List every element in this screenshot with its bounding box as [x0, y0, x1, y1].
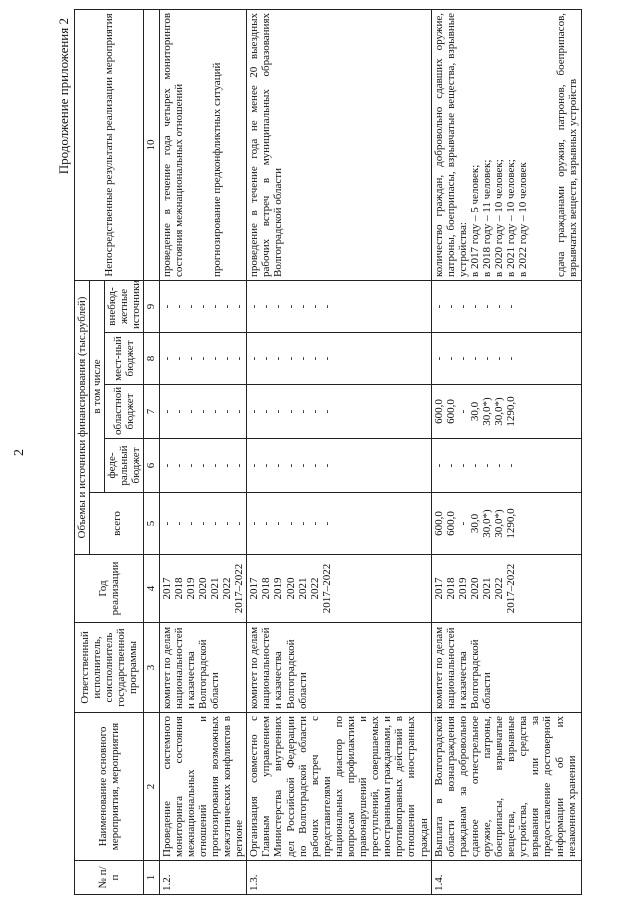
col-number: 8: [144, 333, 159, 385]
value-line: -: [233, 409, 246, 414]
value-line: 2019: [456, 577, 469, 600]
value-line: -: [221, 463, 234, 468]
header-local: мест-ный бюджет: [105, 333, 144, 385]
value-line: 600,0: [444, 511, 457, 536]
value-line: 2019: [184, 577, 197, 600]
value-line: 2017–2022: [233, 563, 246, 614]
value-line: -: [284, 521, 297, 526]
header-year: Год реализации: [75, 555, 144, 623]
responsible-executor: комитет по делам национальностей и казачества Волгоградской области: [159, 623, 247, 713]
value-line: 30,0: [468, 401, 481, 422]
value-line: 30,0*): [493, 397, 506, 426]
value-line: 2020: [284, 577, 297, 600]
result-cell: [431, 9, 581, 280]
responsible-executor: комитет по делам национальностей и казачества Волгоградской области: [247, 623, 431, 713]
value-line: -: [308, 304, 321, 309]
value-line: -: [260, 356, 273, 361]
value-line: -: [260, 521, 273, 526]
value-line: -: [493, 356, 506, 361]
value-line: -: [284, 409, 297, 414]
result-text: проведение в течение года четырех мониторингов состояния межнациональных отношений: [160, 12, 185, 277]
value-line: -: [184, 304, 197, 309]
value-line: 2022: [221, 577, 234, 600]
value-line: -: [296, 521, 309, 526]
result-list-item: в 2020 году – 10 человек;: [493, 159, 506, 277]
value-line: -: [308, 463, 321, 468]
value-line: -: [308, 409, 321, 414]
year-list: [431, 555, 581, 623]
value-line: 30,0*): [481, 509, 493, 538]
value-line: -: [233, 463, 246, 468]
value-line: 30,0: [468, 513, 481, 534]
value-line: -: [160, 409, 173, 414]
value-line: -: [248, 463, 261, 468]
value-line: -: [248, 304, 261, 309]
value-line: 600,0: [432, 511, 445, 536]
value-line: -: [444, 463, 457, 468]
value-line: -: [296, 409, 309, 414]
value-line: -: [432, 304, 445, 309]
value-line: -: [221, 409, 234, 414]
value-line: -: [196, 521, 209, 526]
col-number: 4: [144, 555, 159, 623]
value-line: 30,0*): [481, 397, 493, 426]
measures-table: [74, 9, 582, 895]
spacer: [529, 13, 555, 277]
col-number: 10: [144, 9, 159, 280]
measure-name: Выплата в Волгоградской области вознаграждения гражданам за добровольно сданное огнестрельное оружие, патроны, боеприпасы, взрывчатые вещества, взрывные устройства, средства взрывания или за предоставление достоверной информации об их незаконном хранении: [431, 713, 581, 861]
row-number: 1.2.: [159, 861, 247, 895]
header-num: № п/п: [75, 861, 144, 895]
value-line: 2018: [260, 577, 273, 600]
result-list-item: в 2021 году – 10 человек;: [505, 159, 518, 277]
regional-list: [247, 385, 431, 439]
value-line: -: [184, 356, 197, 361]
table-row: [159, 9, 247, 894]
result-text: прогнозирование предконфликтных ситуаций: [210, 62, 223, 277]
value-line: -: [468, 304, 481, 309]
result-cell: [159, 9, 247, 280]
value-line: 2017–2022: [320, 563, 333, 614]
col-number: 5: [144, 493, 159, 555]
value-line: 2021: [208, 577, 221, 600]
value-line: 2017–2022: [505, 563, 518, 614]
value-line: -: [272, 409, 285, 414]
col-number: 2: [144, 713, 159, 861]
result-list: [469, 13, 529, 277]
value-line: 600,0: [444, 399, 457, 424]
table-row: [247, 9, 431, 894]
value-line: 2022: [493, 577, 506, 600]
value-line: -: [208, 521, 221, 526]
value-line: 2018: [444, 577, 457, 600]
value-line: -: [160, 521, 173, 526]
value-line: -: [493, 463, 506, 468]
value-line: -: [432, 463, 445, 468]
value-line: -: [196, 463, 209, 468]
value-line: -: [505, 463, 518, 468]
header-regional: областной бюджет: [105, 385, 144, 439]
value-line: -: [505, 356, 518, 361]
value-line: -: [308, 356, 321, 361]
extrabudget-list: [431, 280, 581, 332]
value-line: -: [260, 463, 273, 468]
value-line: 2017: [248, 577, 261, 600]
value-line: -: [505, 304, 518, 309]
value-line: -: [221, 521, 234, 526]
appendix-caption: Продолжение приложения 2: [56, 18, 71, 175]
value-line: -: [196, 356, 209, 361]
value-line: -: [221, 356, 234, 361]
responsible-executor: комитет по делам национальностей и казачества Волгоградской области: [431, 623, 581, 713]
measure-name: Проведение системного мониторинга состояния межнациональных отношений и прогнозирования возможных межэтнических конфликтов в регионе: [159, 713, 247, 861]
total-list: [431, 493, 581, 555]
local-list: [159, 333, 247, 385]
value-line: -: [296, 304, 309, 309]
value-line: -: [160, 356, 173, 361]
value-line: 2018: [172, 577, 185, 600]
value-line: 2021: [481, 577, 493, 600]
value-line: -: [208, 463, 221, 468]
value-line: -: [248, 409, 261, 414]
value-line: 600,0: [432, 399, 445, 424]
value-line: -: [432, 356, 445, 361]
col-number: 3: [144, 623, 159, 713]
value-line: 2020: [468, 577, 481, 600]
value-line: -: [233, 356, 246, 361]
result-text: количество граждан, добровольно сдавших оружие, патроны, боеприпасы, взрывчатые вещества, взрывные устройства:: [432, 12, 469, 277]
value-line: -: [172, 521, 185, 526]
header-total: всего: [90, 493, 144, 555]
total-list: [247, 493, 431, 555]
header-federal: феде-ральный бюджет: [105, 439, 144, 493]
value-line: -: [320, 521, 333, 526]
local-list: [431, 333, 581, 385]
value-line: 2020: [196, 577, 209, 600]
regional-list: [159, 385, 247, 439]
extrabudget-list: [159, 280, 247, 332]
federal-list: [159, 439, 247, 493]
extrabudget-list: [247, 280, 431, 332]
value-line: -: [444, 304, 457, 309]
result-list-item: в 2018 году – 11 человек;: [481, 159, 493, 277]
value-line: -: [233, 521, 246, 526]
col-number: 1: [144, 861, 159, 895]
value-line: 1290,0: [505, 396, 518, 427]
value-line: -: [248, 356, 261, 361]
year-list: [247, 555, 431, 623]
value-line: -: [493, 304, 506, 309]
federal-list: [247, 439, 431, 493]
value-line: -: [284, 463, 297, 468]
col-number: 6: [144, 439, 159, 493]
value-line: -: [456, 521, 469, 526]
value-line: -: [320, 463, 333, 468]
value-line: -: [184, 409, 197, 414]
value-line: -: [320, 356, 333, 361]
row-number: 1.4.: [431, 861, 581, 895]
value-line: -: [456, 463, 469, 468]
value-line: -: [260, 409, 273, 414]
regional-list: [431, 385, 581, 439]
value-line: 2017: [160, 577, 173, 600]
value-line: 2019: [272, 577, 285, 600]
measure-name: Организация совместно с Главным управлением Министерства внутренних дел Российской Федерации по Волгоградской области рабочих встреч с представителями национальных диаспор по вопросам профилактики правонарушений и преступлений, совершаемых иностранными гражданами, и противоправных действий в отношении иностранных граждан: [247, 713, 431, 861]
value-line: -: [481, 463, 493, 468]
result-cell: [247, 9, 431, 280]
value-line: -: [196, 409, 209, 414]
header-extrabudget: внебюд-жетные источники: [105, 280, 144, 332]
column-numbers-row: [144, 9, 159, 894]
value-line: 1290,0: [505, 508, 518, 539]
value-line: -: [296, 463, 309, 468]
value-line: -: [272, 356, 285, 361]
year-list: [159, 555, 247, 623]
value-line: -: [221, 304, 234, 309]
header-volume: Объемы и источники финансирования (тыс.рублей): [75, 280, 90, 554]
table-row: [431, 9, 581, 894]
row-number: 1.3.: [247, 861, 431, 895]
value-line: -: [196, 304, 209, 309]
local-list: [247, 333, 431, 385]
result-text: сдача гражданами оружия, патронов, боеприпасов, взрывчатых веществ, взрывных устройств: [555, 12, 580, 277]
value-line: -: [272, 521, 285, 526]
result-list-item: в 2022 году – 10 человек: [517, 162, 530, 277]
value-line: -: [456, 304, 469, 309]
value-line: -: [320, 304, 333, 309]
value-line: -: [284, 356, 297, 361]
value-line: -: [248, 521, 261, 526]
federal-list: [431, 439, 581, 493]
value-line: -: [296, 356, 309, 361]
value-line: 2017: [432, 577, 445, 600]
value-line: -: [172, 304, 185, 309]
value-line: 30,0*): [493, 509, 506, 538]
header-name: Наименование основного мероприятия, мероприятия: [75, 713, 144, 861]
col-number: 9: [144, 280, 159, 332]
value-line: 2022: [308, 577, 321, 600]
value-line: -: [284, 304, 297, 309]
value-line: -: [444, 356, 457, 361]
value-line: -: [172, 463, 185, 468]
value-line: -: [160, 304, 173, 309]
value-line: -: [456, 409, 469, 414]
value-line: -: [272, 304, 285, 309]
value-line: -: [184, 521, 197, 526]
value-line: -: [208, 304, 221, 309]
value-line: -: [468, 463, 481, 468]
value-line: -: [184, 463, 197, 468]
value-line: -: [468, 356, 481, 361]
value-line: -: [260, 304, 273, 309]
col-number: 7: [144, 385, 159, 439]
value-line: -: [172, 356, 185, 361]
header-result: Непосредственные результаты реализации мероприятия: [75, 9, 144, 280]
value-line: -: [272, 463, 285, 468]
table-body: [159, 9, 581, 894]
page-number: 2: [12, 449, 27, 456]
spacer: [185, 13, 211, 277]
value-line: -: [308, 521, 321, 526]
header-including: в том числе: [90, 280, 105, 492]
result-text: проведение в течение года не менее 20 выездных рабочих встреч в муниципальных образованиях Волгоградской области: [248, 12, 285, 277]
value-line: -: [160, 463, 173, 468]
value-line: -: [456, 356, 469, 361]
value-line: -: [233, 304, 246, 309]
value-line: -: [481, 304, 493, 309]
value-line: -: [208, 409, 221, 414]
value-line: 2021: [296, 577, 309, 600]
header-responsible: Ответственный исполнитель, соисполнитель государственной программы: [75, 623, 144, 713]
value-line: -: [208, 356, 221, 361]
value-line: -: [172, 409, 185, 414]
total-list: [159, 493, 247, 555]
value-line: -: [320, 409, 333, 414]
value-line: -: [481, 356, 493, 361]
result-list-item: в 2017 году – 5 человек;: [468, 164, 481, 277]
